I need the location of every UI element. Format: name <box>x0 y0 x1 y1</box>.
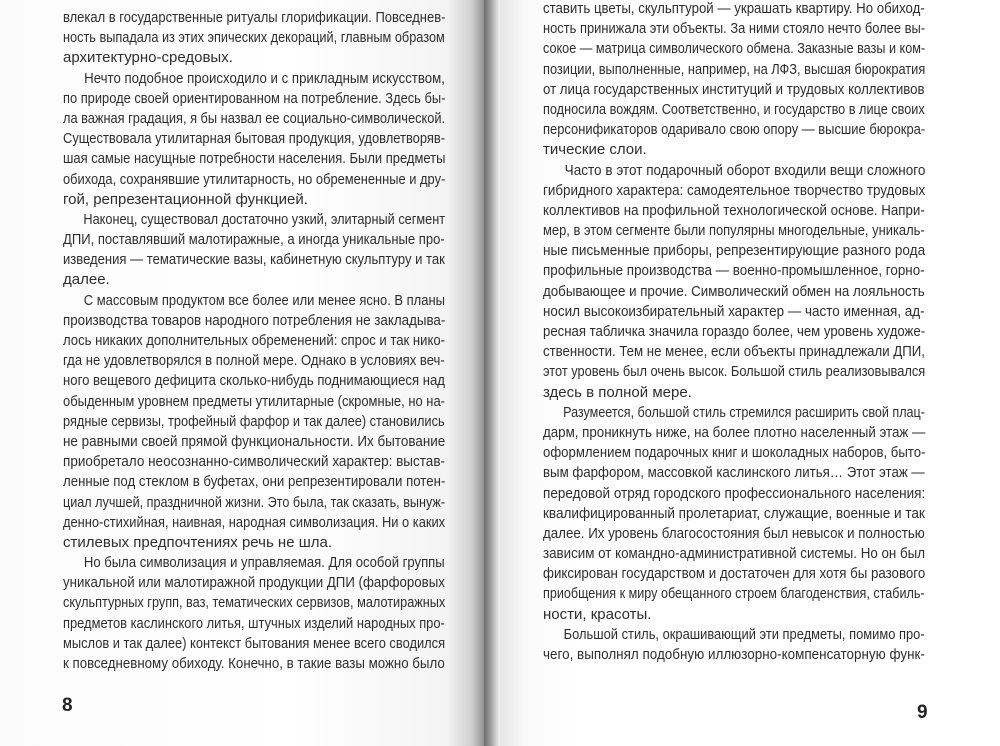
text-line: приобретало неосознанно-символический характер: выстав- <box>63 453 446 471</box>
left-page <box>0 0 486 746</box>
text-line: Существовала утилитарная бытовая продукция, удовлетворяв- <box>63 130 446 148</box>
text-line: по природе своей ориентированном на потребление. Здесь бы- <box>63 89 446 107</box>
text-line: ресная табличка значила гораздо более, чем уровень художе- <box>543 323 926 340</box>
text-line: чего, выполнял подобную иллюзорно-компенсаторную функ- <box>543 646 925 663</box>
text-line: зависим от командно-административной системы. Но он был <box>543 545 926 563</box>
text-line: квалифицированный пролетариат, служащие, военные и так <box>543 504 925 522</box>
text-line: далее. Их уровень благосостояния был невысок и полностью <box>543 524 925 542</box>
text-line: добывающее и прочие. Символический обмен на лояльность <box>543 282 925 300</box>
text-line: мер, в этом сегменте были популярны многодельные, уникаль- <box>543 222 925 240</box>
text-line: С массовым продуктом все более или менее ясно. В планы <box>83 291 445 309</box>
text-line: гибридного характера: самодеятельное творчество трудовых <box>543 181 926 199</box>
text-line: стилевых предпочтениях речь не шла. <box>63 533 333 551</box>
text-line: профильные производства — военно-промышленное, горно- <box>543 262 925 280</box>
text-line: рядные сервизы, трофейный фарфор и так далее) становились <box>63 412 445 430</box>
text-line: обихода, сохранявшие утилитарность, но обремененные и дру- <box>63 170 446 188</box>
text-line: носил высокоизбирательный характер — часто именная, ад- <box>543 302 925 320</box>
text-line: влекал в государственные ритуалы глорификации. Повседнев- <box>63 9 446 26</box>
text-line: вым фарфором, массовкой каслинского литья… Этот этаж — <box>543 464 925 482</box>
text-line: ность принижала эти объекты. За ними стояло нечто более вы- <box>543 20 926 38</box>
text-line: Наконец, существовал достаточно узкий, элитарный сегмент <box>83 210 446 228</box>
text-line: скульптурных групп, ваз, тематических сервизов, малотиражных <box>63 594 446 612</box>
text-line: ставить цветы, скульптурой — украшать квартиру. Но обиход- <box>543 0 925 17</box>
text-line: подносила вождям. Соответственно, и государство в лице своих <box>543 100 925 118</box>
paragraph <box>543 625 925 665</box>
page-number: 8 <box>62 695 73 716</box>
paragraph <box>63 69 445 210</box>
text-line: дарм, проникнуть ниже, на более плотно населенный этаж — <box>543 423 926 441</box>
text-line: ного вещевого дефицита сколько-нибудь поднимающиеся над <box>63 372 445 390</box>
paragraph <box>63 8 445 69</box>
text-line: тические слои. <box>543 141 647 159</box>
left-page-text <box>63 8 445 674</box>
text-line: изведения — тематические вазы, кабинетную скульптуру и так <box>63 251 445 269</box>
paragraph <box>543 403 925 625</box>
paragraph <box>63 553 445 674</box>
text-line: ДПИ, поставлявший малотиражные, а иногда уникальные про- <box>63 231 445 249</box>
page-number: 9 <box>917 702 928 723</box>
text-line: циал лучшей, праздничной жизни. Это была, так сказать, вынуж- <box>63 493 446 511</box>
text-line: ные письменные приборы, репрезентирующие разного рода <box>543 242 926 260</box>
text-line: гой, репрезентационной функцией. <box>63 190 308 208</box>
text-line: оформлением подарочных книг и шоколадных наборов, быто- <box>543 444 926 462</box>
right-page-text <box>543 0 925 665</box>
text-line: ла важная градация, я бы назвал ее социально-символической. <box>63 109 446 127</box>
text-line: приобщения к миру обещанного строем благоденствия, стабиль- <box>543 585 925 603</box>
text-line: ленные под стеклом в буфетах, они репрезентировали потен- <box>63 473 446 491</box>
paragraph <box>63 291 445 553</box>
paragraph <box>543 161 925 403</box>
text-line: не равными своей прямой функциональности. Их бытование <box>63 432 446 450</box>
text-line: здесь в полной мере. <box>543 383 692 401</box>
text-line: ственности. Тем не менее, если объекты принадлежали ДПИ, <box>543 343 925 361</box>
right-page <box>500 0 1000 746</box>
text-line: ность выпадала из этих эпических декораций, главным образом <box>63 29 445 47</box>
text-line: этот уровень был очень высок. Большой стиль реализовывался <box>543 363 926 381</box>
text-line: предметов каслинского литья, штучных изделий народных про- <box>63 614 445 632</box>
book-gutter <box>484 0 500 746</box>
text-line: позиции, выполненные, например, на ЛФЗ, высшая бюрократия <box>543 60 926 78</box>
text-line: персонификаторов одаривало свою опору — высшие бюрокра- <box>543 121 926 139</box>
text-line: Большой стиль, окрашивающий эти предметы, помимо про- <box>563 625 925 643</box>
text-line: шая самые насущные потребности населения. Были предметы <box>63 150 446 168</box>
paragraph <box>63 210 445 291</box>
text-line: уникальной или малотиражной продукции ДПИ (фарфоровых <box>63 574 445 592</box>
text-line: Нечто подобное происходило и с прикладным искусством, <box>84 69 445 87</box>
text-line: производства товаров народного потребления не закладыва- <box>63 311 446 329</box>
text-line: ности, красоты. <box>543 605 652 623</box>
text-line: к повседневному обиходу. Конечно, в такие вазы можно было <box>63 655 445 672</box>
text-line: лось никаких дополнительных обременений: спрос и так нико- <box>63 332 446 349</box>
text-line: Часто в этот подарочный оборот входили вещи сложного <box>564 161 926 179</box>
paragraph <box>543 0 925 161</box>
text-line: коллективов на профильной технологической основе. Напри- <box>543 201 925 219</box>
text-line: далее. <box>63 271 110 289</box>
text-line: обыденным уровнем предметы утилитарные (скромные, но на- <box>63 392 445 410</box>
text-line: денно-стихийная, наивная, народная символизация. Ни о каких <box>63 513 446 531</box>
text-line: Разумеется, большой стиль стремился расширить свой плац- <box>563 403 925 421</box>
text-line: от лица государственных институций и трудовых коллективов <box>543 80 925 98</box>
text-line: передовой отряд городского профессионального населения: <box>543 484 926 502</box>
text-line: Но была символизация и управляемая. Для особой группы <box>83 554 445 572</box>
text-line: мыслов и так далее) контекст бытования менее всего сводился <box>63 634 446 652</box>
text-line: фиксирован государством и достаточен для хотя бы разового <box>543 565 926 583</box>
text-line: сокое — матрица символического обмена. Заказные вазы и ком- <box>543 40 926 58</box>
text-line: гда не удовлетворялся в полной мере. Однако в условиях веч- <box>63 352 445 370</box>
text-line: архитектурно-средовых. <box>63 49 233 67</box>
